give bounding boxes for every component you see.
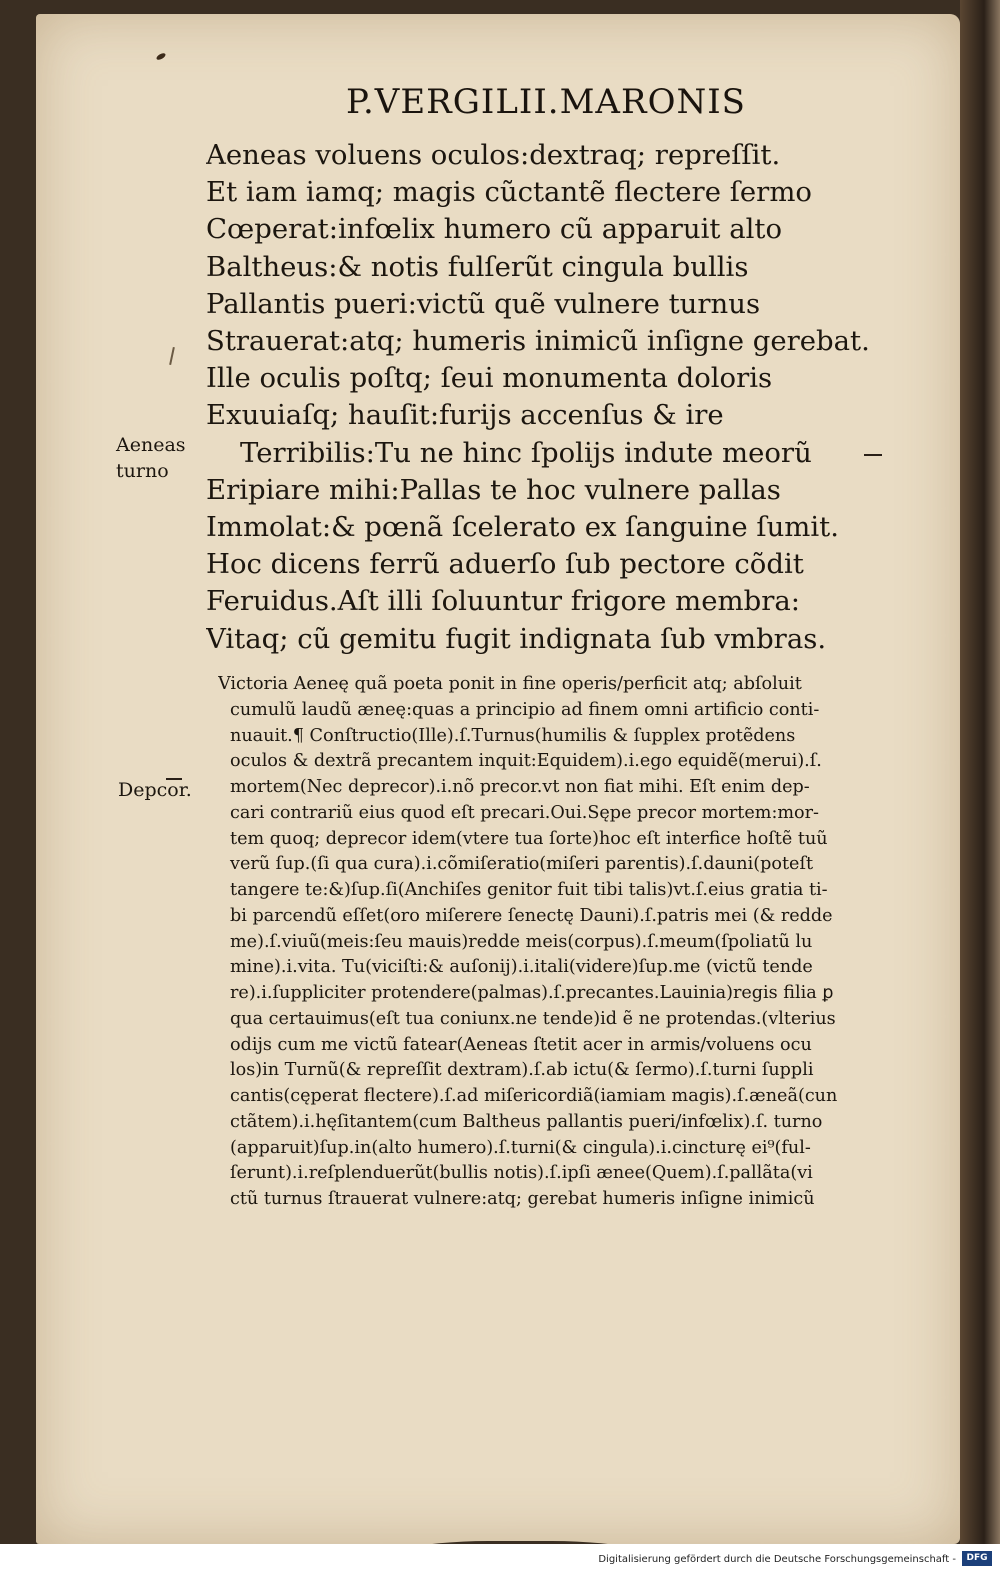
verse-line: Baltheus:& notis fulſerũt cingula bullis	[206, 250, 749, 283]
verse-line: Feruidus.Aſt illi ſoluuntur frigore membra:	[206, 585, 801, 618]
commentary-line: ctãtem).i.hęſitantem(cum Baltheus pallantis pueri/infœlix).ſ. turno	[230, 1111, 823, 1132]
verse-line: Terribilis:Tu ne hinc ſpolijs indute meorũ	[240, 436, 812, 469]
verse-line: Immolat:& pœnã ſcelerato ex ſanguine ſumit.	[206, 511, 839, 544]
verse-line: Strauerat:atq; humeris inimicũ inſigne gerebat.	[206, 325, 870, 358]
commentary-line: oculos & dextrã precantem inquit:Equidem).i.ego equidẽ(merui).ſ.	[230, 751, 822, 772]
commentary-line: nuauit.¶ Conſtructio(Ille).ſ.Turnus(humilis & ſupplex protẽdens	[230, 725, 796, 746]
commentary-line: cari contrariũ eius quod eſt precari.Oui.Sępe precor mortem:mor-	[230, 802, 820, 823]
verse-line: Aeneas voluens oculos:dextraq; repreſſit.	[206, 139, 781, 171]
verse-line: Exuuiaſq; hauſit:furijs accenſus & ire	[206, 399, 724, 432]
commentary-line: odijs cum me victũ fatear(Aeneas ſtetit acer in armis/voluens ocu	[230, 1034, 812, 1055]
commentary-line: tangere te:&)ſup.ſi(Anchiſes genitor fuit tibi talis)vt.ſ.eius gratia ti-	[230, 880, 828, 900]
verse-line: Ille oculis poſtq; ſeui monumenta doloris	[206, 362, 773, 395]
commentary-line: ſerunt).i.reſplenduerũt(bullis notis).ſ.ipſi ænee(Quem).ſ.pallãta(vi	[230, 1163, 813, 1184]
commentary-line: verũ ſup.(ſi qua cura).i.cõmiſeratio(miſeri parentis).ſ.dauni(poteſt	[230, 854, 814, 875]
funding-credit: Digitalisierung gefördert durch die Deutsche Forschungsgemeinschaft -	[598, 1554, 956, 1565]
book-edge-strip	[960, 0, 1000, 1571]
marginal-note-aeneas-turno	[116, 432, 206, 484]
verse-line: Cœperat:infœlix humero cũ apparuit alto	[206, 213, 782, 246]
commentary-line: los)in Turnũ(& repreſſit dextram).ſ.ab ictu(& ſermo).ſ.turni ſuppli	[230, 1060, 814, 1081]
verse-line: Vitaq; cũ gemitu fugit indignata ſub vmbras.	[206, 622, 827, 655]
marginal-note-line: turno	[116, 460, 169, 482]
commentary-line: mine).i.vita. Tu(viciſti:& auſonij).i.itali(videre)ſup.me (victũ tende	[230, 957, 813, 978]
marginal-note-deprecor: Depcor.	[118, 779, 192, 801]
verse-line: Et iam iamq; magis cũctantẽ flectere ſermo	[206, 176, 812, 209]
verse-line: Hoc dicens ferrũ aduerſo ſub pectore cõdit	[206, 548, 804, 581]
commentary-line: mortem(Nec deprecor).i.nõ precor.vt non fiat mihi. Eſt enim dep-	[230, 777, 810, 797]
commentary-line: cumulũ laudũ æneę:quas a principio ad finem omni artificio conti-	[230, 699, 820, 720]
commentary-line: me).ſ.viuũ(meis:ſeu mauis)redde meis(corpus).ſ.meum(ſpoliatũ lu	[230, 931, 813, 952]
commentary-line: Victoria Aeneę quã poeta ponit in fine operis/perficit atq; abſoluit	[218, 674, 802, 694]
verse-line: Pallantis pueri:victũ quẽ vulnere turnus	[206, 287, 761, 320]
ink-blot	[155, 52, 166, 61]
commentary-line: re).i.ſuppliciter protendere(palmas).ſ.precantes.Lauinia)regis filia ꝑ	[230, 983, 834, 1003]
commentary-line: ctũ turnus ſtrauerat vulnere:atq; gerebat humeris inſigne inimicũ	[230, 1189, 815, 1209]
commentary-block	[218, 672, 928, 1213]
verse-block	[206, 137, 926, 658]
commentary-line: qua certauimus(eſt tua coniunx.ne tende)id ẽ ne protendas.(vlterius	[230, 1008, 836, 1029]
commentary-line: (apparuit)ſup.in(alto humero).ſ.turni(& cingula).i.cincturę ei⁹(ful-	[230, 1137, 811, 1158]
commentary-line: tem quoq; deprecor idem(vtere tua ſorte)hoc eſt interfice hoſtẽ tuũ	[230, 828, 828, 849]
running-head: P.VERGILII.MARONIS	[346, 82, 746, 122]
commentary-line: cantis(cęperat flectere).ſ.ad miſericordiã(iamiam magis).ſ.æneã(cun	[230, 1086, 838, 1106]
dfg-logo: DFG	[962, 1551, 992, 1566]
footer-bar	[0, 1544, 1000, 1571]
verse-line: Eripiare mihi:Pallas te hoc vulnere pallas	[206, 473, 781, 506]
marginal-note-line: Aeneas	[116, 434, 186, 456]
commentary-line: bi parcendũ eſſet(oro miſerere ſenectę Dauni).ſ.patris mei (& redde	[230, 905, 833, 926]
margin-mark	[169, 347, 175, 365]
